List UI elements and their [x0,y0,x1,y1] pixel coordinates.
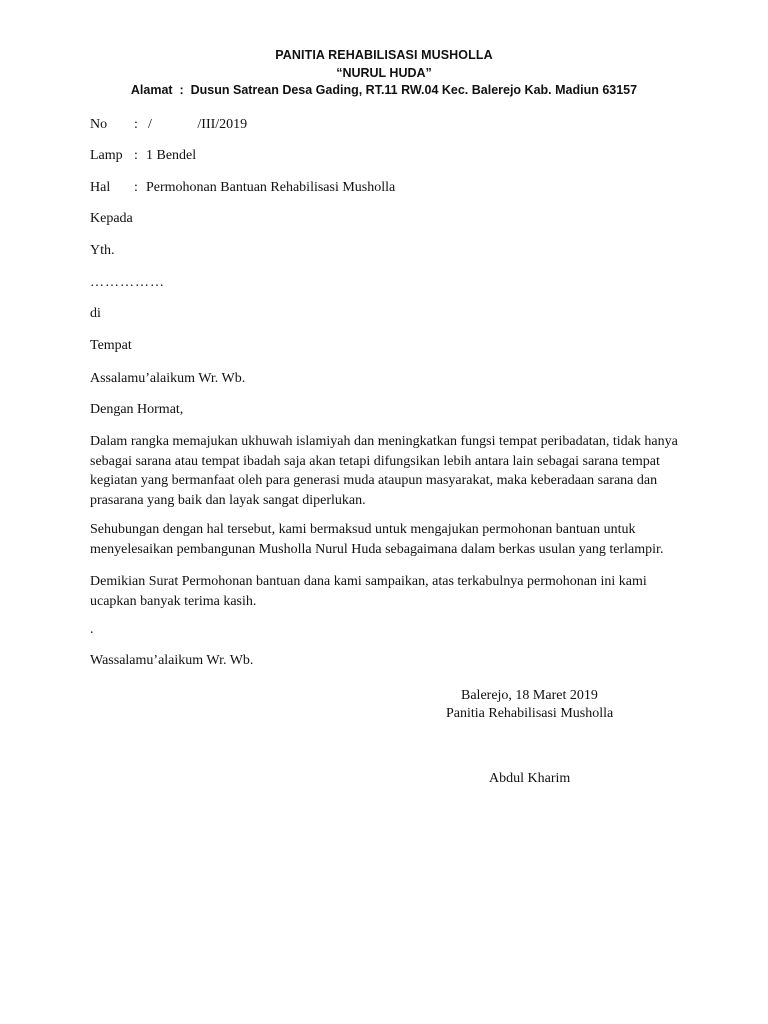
salutation: Dengan Hormat, [90,402,184,417]
paragraph-line: kegiatan yang bermanfaat oleh para generasi muda ataupun masyarakat, maka keberadaan sarana dan [90,473,658,488]
paragraph-line: Sehubungan dengan hal tersebut, kami bermaksud untuk mengajukan permohonan bantuan untuk [90,522,636,537]
meta-no-value: / /III/2019 [148,117,248,132]
paragraph-line: ucapkan banyak terima kasih. [90,593,257,609]
letterhead-address: Alamat : Dusun Satrean Desa Gading, RT.11 RW.04 Kec. Balerejo Kab. Madiun 63157 [130,83,638,97]
paragraph-line: prasarana yang baik dan layak sangat diperlukan. [90,492,366,508]
paragraph-line: menyelesaikan pembangunan Musholla Nurul Huda sebagaimana dalam berkas usulan yang terlampir. [90,541,664,557]
recipient-yth: Yth. [90,243,115,258]
recipient-dots: …………… [90,275,165,290]
paragraph-1 [90,432,680,510]
meta-lamp-colon: : [134,148,138,163]
meta-lamp-value: 1 Bendel [146,148,197,163]
letterhead-name: “NURUL HUDA” [336,66,432,80]
paragraph-line: Demikian Surat Permohonan bantuan dana kami sampaikan, atas terkabulnya permohonan ini kami [90,574,647,589]
meta-no-colon: : [134,117,138,132]
stray-dot: . [90,622,94,637]
meta-lamp-label: Lamp [90,148,123,163]
meta-no-label: No [90,117,108,132]
paragraph-line: Dalam rangka memajukan ukhuwah islamiyah dan meningkatkan fungsi tempat peribadatan, tidak hanya [90,434,678,449]
paragraph-3 [90,572,680,611]
meta-hal-value: Permohonan Bantuan Rehabilisasi Musholla [146,180,396,195]
signature-place-date: Balerejo, 18 Maret 2019 [461,688,598,703]
greeting: Assalamu’alaikum Wr. Wb. [90,371,246,386]
paragraph-line: sebagai sarana atau tempat ibadah saja akan tetapi difungsikan lebih antara lain sebagai sarana tempat [90,453,660,469]
recipient-kepada: Kepada [90,211,133,226]
closing-greeting: Wassalamu’alaikum Wr. Wb. [90,653,254,668]
recipient-di: di [90,306,101,321]
meta-hal-colon: : [134,180,138,195]
recipient-tempat: Tempat [90,338,132,353]
signature-name: Abdul Kharim [489,771,571,786]
meta-hal-label: Hal [90,180,111,195]
paragraph-2 [90,520,680,559]
signature-title: Panitia Rehabilisasi Musholla [446,706,614,721]
letterhead-org: PANITIA REHABILISASI MUSHOLLA [275,48,493,62]
